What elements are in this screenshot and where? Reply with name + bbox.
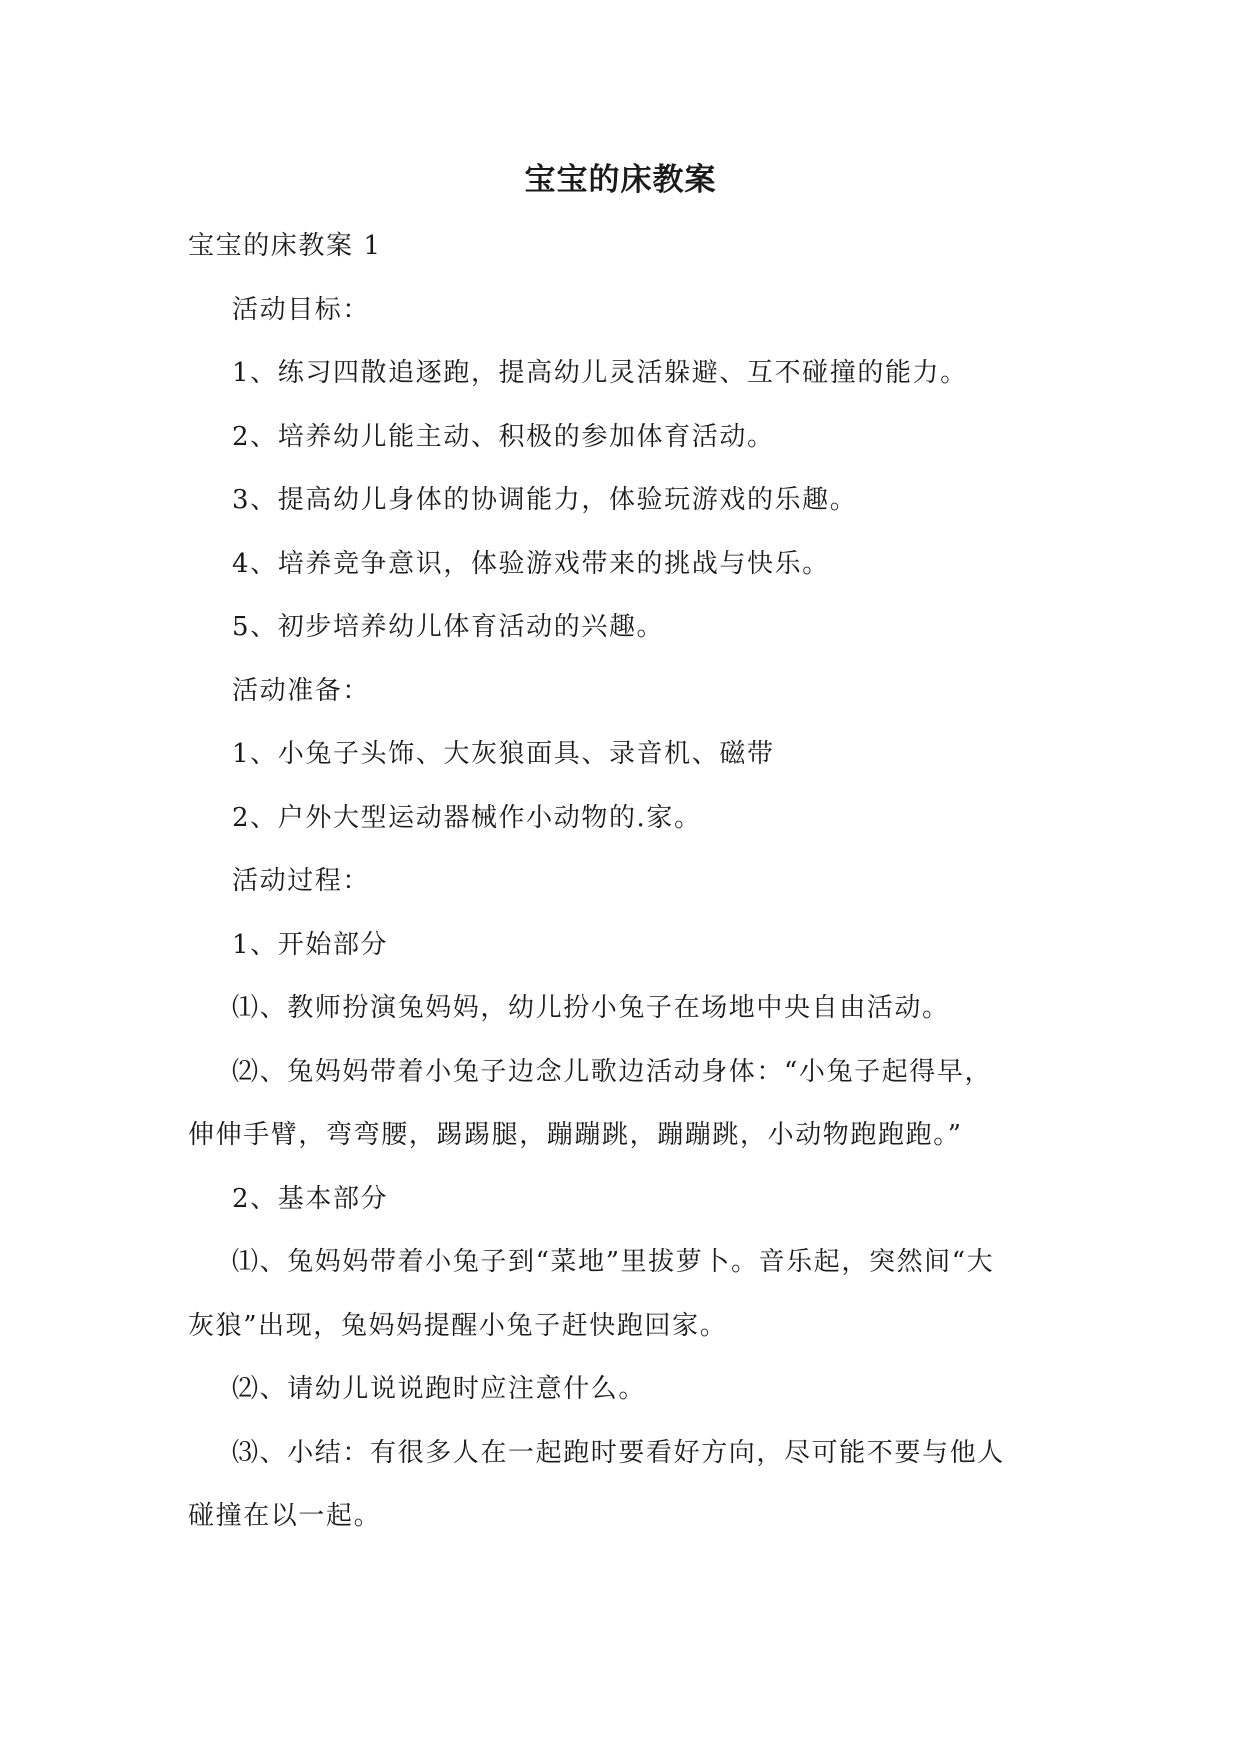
process-part-1-heading: 1、开始部分 <box>232 930 389 960</box>
goal-item-1: 1、练习四散追逐跑，提高幼儿灵活躲避、互不碰撞的能力。 <box>232 358 968 388</box>
heading-activity-process: 活动过程： <box>232 866 371 896</box>
process-step-1-2-continued: 伸伸手臂，弯弯腰，踢踢腿，蹦蹦跳，蹦蹦跳，小动物跑跑跑。” <box>188 1120 963 1150</box>
heading-activity-preparation: 活动准备： <box>232 676 371 706</box>
preparation-item-2: 2、户外大型运动器械作小动物的.家。 <box>232 803 702 833</box>
process-step-2-3-continued: 碰撞在以一起。 <box>188 1501 382 1531</box>
goal-item-3: 3、提高幼儿身体的协调能力，体验玩游戏的乐趣。 <box>232 485 858 515</box>
process-step-2-3: ⑶、小结：有很多人在一起跑时要看好方向，尽可能不要与他人 <box>232 1438 1005 1468</box>
document-title: 宝宝的床教案 <box>524 162 717 198</box>
goal-item-4: 4、培养竞争意识，体验游戏带来的挑战与快乐。 <box>232 549 830 579</box>
process-part-2-heading: 2、基本部分 <box>232 1184 389 1214</box>
process-step-1-1: ⑴、教师扮演兔妈妈，幼儿扮小兔子在场地中央自由活动。 <box>232 993 950 1023</box>
process-step-2-1: ⑴、兔妈妈带着小兔子到“菜地”里拔萝卜。音乐起，突然间“大 <box>232 1247 995 1277</box>
process-step-2-1-continued: 灰狼”出现，兔妈妈提醒小兔子赶快跑回家。 <box>188 1311 728 1341</box>
process-step-1-2: ⑵、兔妈妈带着小兔子边念儿歌边活动身体：“小兔子起得早， <box>232 1057 993 1087</box>
section-heading: 宝宝的床教案 1 <box>188 231 382 261</box>
goal-item-5: 5、初步培养幼儿体育活动的兴趣。 <box>232 612 665 642</box>
preparation-item-1: 1、小兔子头饰、大灰狼面具、录音机、磁带 <box>232 739 775 769</box>
goal-item-2: 2、培养幼儿能主动、积极的参加体育活动。 <box>232 422 775 452</box>
heading-activity-goals: 活动目标： <box>232 295 371 325</box>
process-step-2-2: ⑵、请幼儿说说跑时应注意什么。 <box>232 1374 647 1404</box>
